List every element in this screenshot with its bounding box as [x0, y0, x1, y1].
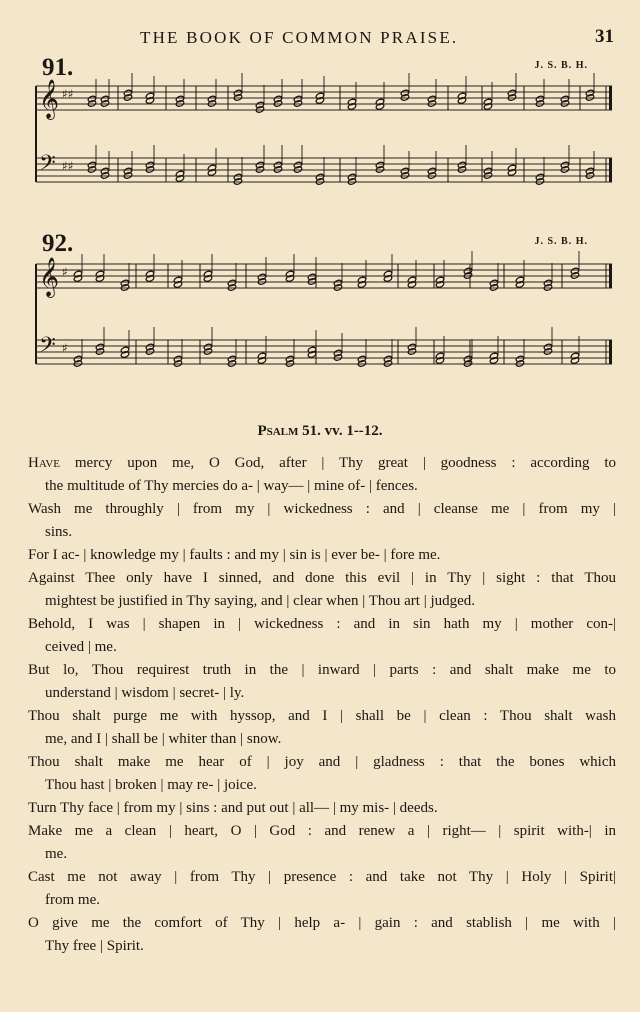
- treble-clef-icon: 𝄞: [39, 257, 60, 297]
- verse-line: [28, 636, 616, 659]
- bass-clef-icon: 𝄢: [39, 151, 56, 181]
- psalm-verse: [28, 613, 616, 659]
- verse-line-text: Cast me not away | from Thy | presence : and take not Thy | Holy | Spirit|: [28, 869, 616, 885]
- sharp-icon: ♯♯: [62, 87, 74, 101]
- verse-line: [28, 475, 616, 498]
- hymn-tune-91: [0, 54, 640, 214]
- psalm-verse: [28, 659, 616, 705]
- tune-composer: J. S. B. H.: [534, 60, 588, 71]
- psalm-verse: [28, 705, 616, 751]
- verse-line: [28, 567, 616, 590]
- verse-line-text: Thy free | Spirit.: [45, 938, 144, 954]
- sharp-icon: ♯: [62, 341, 68, 355]
- verse-line: [28, 521, 616, 544]
- verse-line: [28, 889, 616, 912]
- music-score: [0, 54, 640, 214]
- psalm-verse: [28, 452, 616, 498]
- verse-first-word: Have: [28, 455, 61, 471]
- psalm-verse: [28, 751, 616, 797]
- verse-line: [28, 866, 616, 889]
- verse-line-text: Thou shalt purge me with hyssop, and I | shall be | clean : Thou shalt wash: [28, 708, 616, 724]
- verse-line-text: Thou hast | broken | may re- | joice.: [45, 777, 257, 793]
- verse-line-text: Against Thee only have I sinned, and done this evil | in Thy | sight : that Thou: [28, 570, 616, 586]
- verse-line: [28, 751, 616, 774]
- verse-line-text: mightest be justified in Thy saying, and | clear when | Thou art | judged.: [45, 593, 476, 609]
- psalm-verse: [28, 797, 616, 820]
- verse-line: [28, 935, 616, 958]
- verse-line: [28, 613, 616, 636]
- verse-line-text: me.: [45, 846, 68, 862]
- verse-line: [28, 590, 616, 613]
- verse-line-text: from me.: [45, 892, 100, 908]
- verse-line-text: me, and I | shall be | whiter than | snow.: [45, 731, 282, 747]
- verse-line-text: Behold, I was | shapen in | wickedness : and in sin hath my | mother con-|: [28, 616, 616, 632]
- psalm-verse: [28, 866, 616, 912]
- treble-clef-icon: 𝄞: [39, 79, 60, 119]
- verse-line-text: mercy upon me, O God, after | Thy great | goodness : according to: [74, 455, 617, 471]
- verse-line-text: Turn Thy face | from my | sins : and put out | all— | my mis- | deeds.: [28, 800, 438, 816]
- sharp-icon: ♯♯: [62, 159, 74, 173]
- psalm-verse: [28, 912, 616, 958]
- verse-line: [28, 452, 616, 475]
- sharp-icon: ♯: [62, 265, 68, 279]
- page-header: [0, 28, 640, 52]
- psalm-verse: [28, 820, 616, 866]
- verse-line-text: sins.: [45, 524, 73, 540]
- verse-line: [28, 843, 616, 866]
- verse-line-text: understand | wisdom | secret- | ly.: [45, 685, 245, 701]
- verse-line-text: But lo, Thou requirest truth in the | inward | parts : and shalt make me to: [28, 662, 616, 678]
- verse-line-text: O give me the comfort of Thy | help a- | gain : and stablish | me with |: [28, 915, 616, 931]
- psalm-verse: [28, 544, 616, 567]
- verse-line-text: the multitude of Thy mercies do a- | way— | mine of- | fences.: [45, 478, 418, 494]
- verse-line: [28, 659, 616, 682]
- running-title: THE BOOK OF COMMON PRAISE.: [140, 28, 459, 47]
- psalm-verse: [28, 567, 616, 613]
- verse-line: [28, 705, 616, 728]
- psalm-heading-ref: 51. vv. 1--12.: [302, 423, 383, 439]
- music-score: [0, 230, 640, 390]
- psalm-verse: [28, 498, 616, 544]
- verse-line-text: ceived | me.: [45, 639, 117, 655]
- verse-line-text: Thou shalt make me hear of | joy and | gladness : that the bones which: [28, 754, 616, 770]
- verse-line: [28, 797, 616, 820]
- psalm-heading: [0, 423, 640, 440]
- psalm-text: [28, 452, 616, 958]
- verse-line-text: Wash me throughly | from my | wickedness : and | cleanse me | from my |: [28, 501, 616, 517]
- verse-line-text: For I ac- | knowledge my | faults : and my | sin is | ever be- | fore me.: [28, 547, 441, 563]
- verse-line: [28, 728, 616, 751]
- psalm-heading-title: Psalm: [257, 423, 299, 439]
- page-number: 31: [595, 26, 614, 47]
- verse-line: [28, 774, 616, 797]
- verse-line: [28, 544, 616, 567]
- hymn-tune-92: [0, 230, 640, 390]
- verse-line: [28, 498, 616, 521]
- tune-number: 91.: [42, 54, 74, 81]
- tune-number: 92.: [42, 230, 74, 257]
- verse-line-text: Make me a clean | heart, O | God : and renew a | right— | spirit with-| in: [28, 823, 616, 839]
- verse-line: [28, 912, 616, 935]
- verse-line: [28, 820, 616, 843]
- bass-clef-icon: 𝄢: [39, 333, 56, 363]
- verse-line: [28, 682, 616, 705]
- tune-composer: J. S. B. H.: [534, 236, 588, 247]
